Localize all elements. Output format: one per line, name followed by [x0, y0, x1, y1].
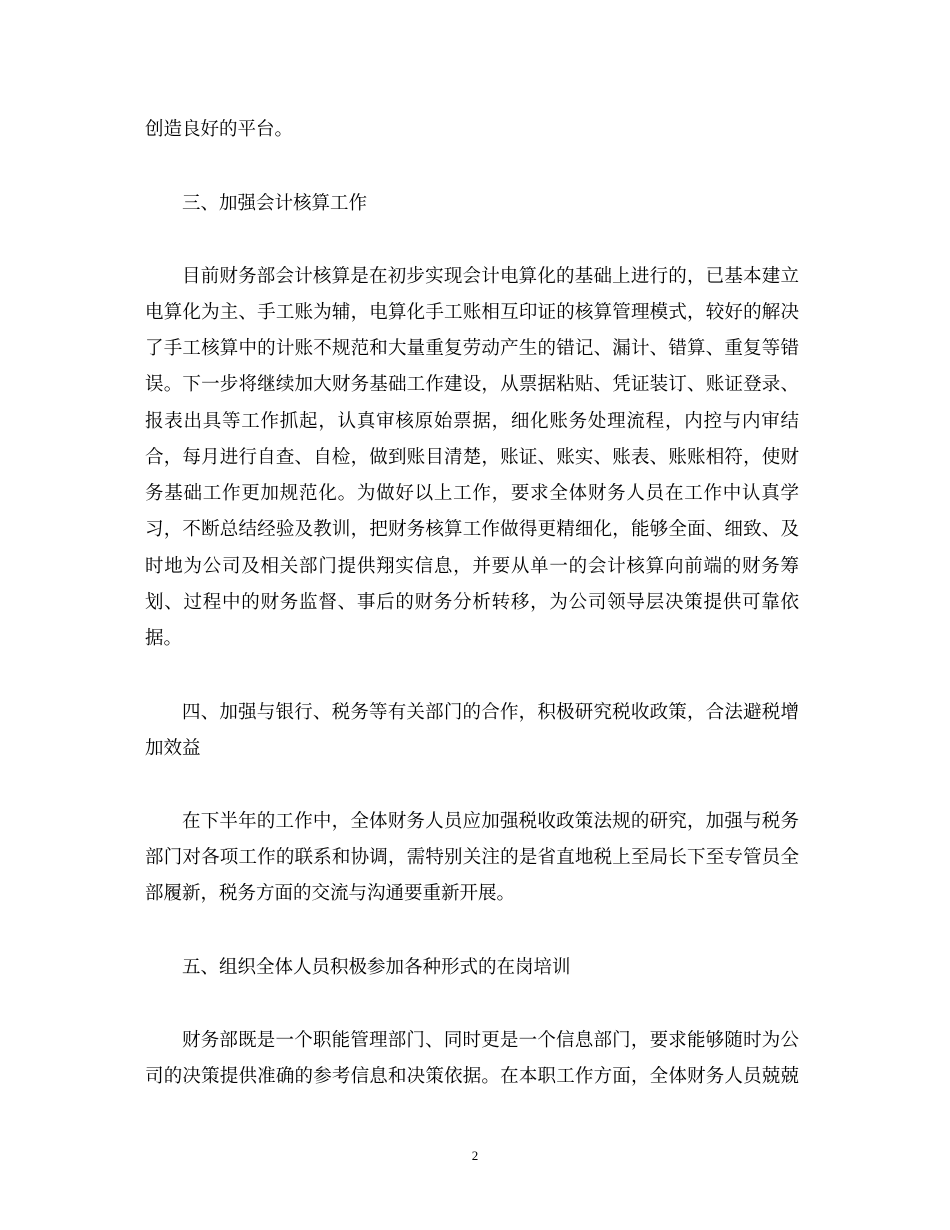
- paragraph-line: 目前财务部会计核算是在初步实现会计电算化的基础上进行的，已基本建立: [182, 266, 799, 287]
- section-heading: 五、组织全体人员积极参加各种形式的在岗培训: [182, 957, 571, 978]
- paragraph-line: 创造良好的平台。: [145, 119, 294, 140]
- paragraph-line: 电算化为主、手工账为辅，电算化手工账相互印证的核算管理模式，较好的解决: [145, 302, 799, 323]
- paragraph-line: 划、过程中的财务监督、事后的财务分析转移，为公司领导层决策提供可靠依: [145, 592, 799, 613]
- paragraph-line: 务基础工作更加规范化。为做好以上工作，要求全体财务人员在工作中认真学: [145, 483, 799, 504]
- paragraph-line: 部门对各项工作的联系和协调，需特别关注的是省直地税上至局长下至专管员全: [145, 847, 799, 868]
- section-heading: 三、加强会计核算工作: [182, 193, 368, 214]
- paragraph-line: 报表出具等工作抓起，认真审核原始票据，细化账务处理流程，内控与内审结: [145, 411, 799, 432]
- paragraph-line: 习，不断总结经验及教训，把财务核算工作做得更精细化，能够全面、细致、及: [145, 519, 799, 540]
- paragraph-line: 在下半年的工作中，全体财务人员应加强税收政策法规的研究，加强与税务: [182, 811, 799, 832]
- paragraph-line: 了手工核算中的计账不规范和大量重复劳动产生的错记、漏计、错算、重复等错: [145, 338, 799, 359]
- paragraph-line: 财务部既是一个职能管理部门、同时更是一个信息部门，要求能够随时为公: [182, 1030, 799, 1051]
- page-number: 2: [471, 1148, 479, 1163]
- paragraph-line: 部履新，税务方面的交流与沟通要重新开展。: [145, 883, 516, 904]
- section-heading: 加效益: [145, 738, 201, 759]
- paragraph-line: 司的决策提供准确的参考信息和决策依据。在本职工作方面，全体财务人员兢兢: [145, 1066, 799, 1087]
- paragraph-line: 合，每月进行自查、自检，做到账目清楚，账证、账实、账表、账账相符，使财: [145, 447, 799, 468]
- paragraph-line: 据。: [145, 628, 183, 649]
- section-heading: 四、加强与银行、税务等有关部门的合作，积极研究税收政策，合法避税增: [182, 702, 799, 723]
- paragraph-line: 误。下一步将继续加大财务基础工作建设，从票据粘贴、凭证装订、账证登录、: [145, 374, 799, 395]
- paragraph-line: 时地为公司及相关部门提供翔实信息，并要从单一的会计核算向前端的财务筹: [145, 556, 799, 577]
